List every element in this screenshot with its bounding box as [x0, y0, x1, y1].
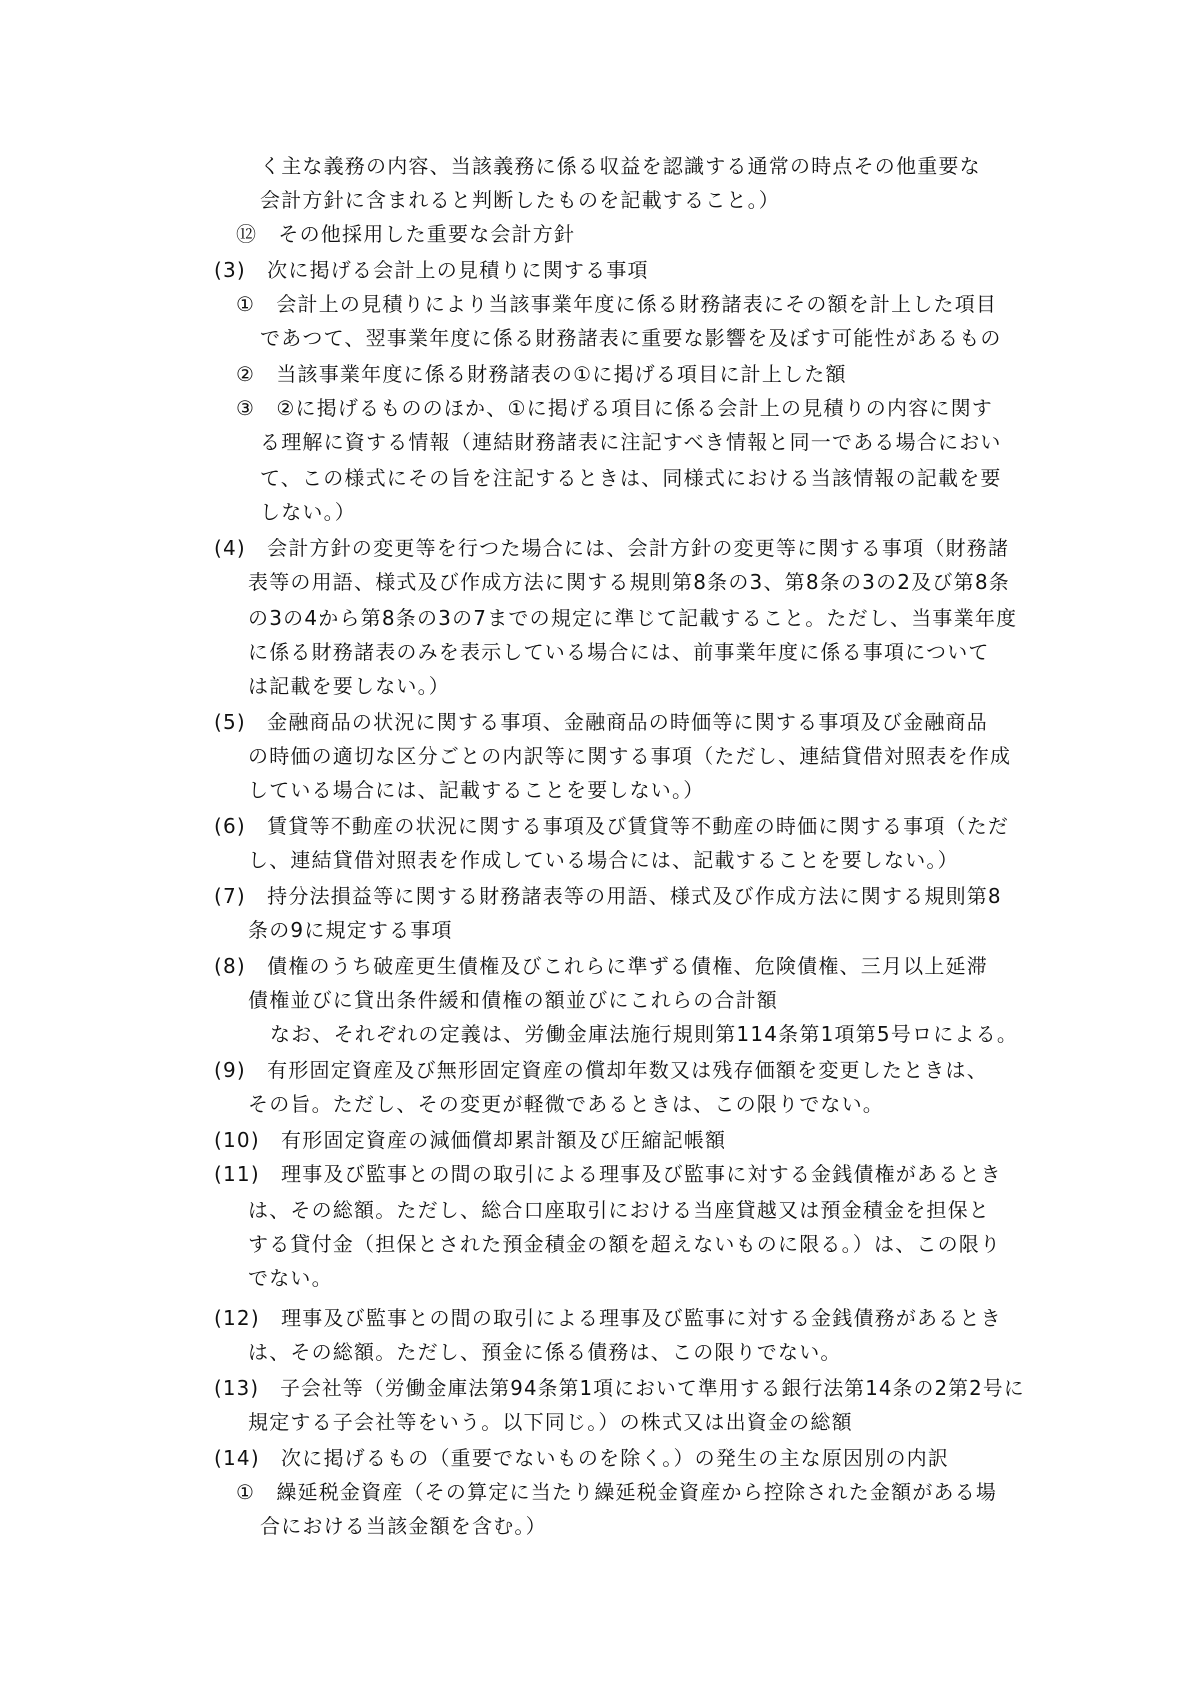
- text-line: し、連結貸借対照表を作成している場合には、記載することを要しない。）: [248, 848, 959, 872]
- text-line: (10) 有形固定資産の減価償却累計額及び圧縮記帳額: [214, 1128, 727, 1152]
- text-line: (8) 債権のうち破産更生債権及びこれらに準ずる債権、危険債権、三月以上延滞: [214, 954, 988, 978]
- text-line: の3の4から第8条の3の7までの規定に準じて記載すること。ただし、当事業年度: [248, 606, 1018, 630]
- text-line: しない。）: [260, 500, 356, 524]
- text-line: 債権並びに貸出条件緩和債権の額並びにこれらの合計額: [248, 988, 778, 1012]
- text-line: る理解に資する情報（連結財務諸表に注記すべき情報と同一である場合におい: [260, 430, 1002, 454]
- text-line: なお、それぞれの定義は、労働金庫法施行規則第114条第1項第5号ロによる。: [270, 1022, 1019, 1046]
- text-line: 会計方針に含まれると判断したものを記載すること。）: [260, 188, 780, 212]
- text-line: 規定する子会社等をいう。以下同じ。）の株式又は出資金の総額: [248, 1410, 853, 1434]
- text-line: する貸付金（担保とされた預金積金の額を超えないものに限る。）は、この限り: [248, 1232, 1002, 1256]
- text-line: (14) 次に掲げるもの（重要でないものを除く。）の発生の主な原因別の内訳: [214, 1446, 950, 1470]
- text-line: (4) 会計方針の変更等を行つた場合には、会計方針の変更等に関する事項（財務諸: [214, 536, 1010, 560]
- text-line: の時価の適切な区分ごとの内訳等に関する事項（ただし、連結貸借対照表を作成: [248, 744, 1012, 768]
- text-line: 合における当該金額を含む。）: [260, 1514, 547, 1538]
- text-line: (5) 金融商品の状況に関する事項、金融商品の時価等に関する事項及び金融商品: [214, 710, 988, 734]
- text-line: (11) 理事及び監事との間の取引による理事及び監事に対する金銭債権があるとき: [214, 1162, 1002, 1186]
- text-line: (3) 次に掲げる会計上の見積りに関する事項: [214, 258, 649, 282]
- text-line: (12) 理事及び監事との間の取引による理事及び監事に対する金銭債務があるとき: [214, 1306, 1002, 1330]
- text-line: く主な義務の内容、当該義務に係る収益を認識する通常の時点その他重要な: [260, 154, 981, 178]
- text-line: (6) 賃貸等不動産の状況に関する事項及び賃貸等不動産の時価に関する事項（ただ: [214, 814, 1010, 838]
- text-line: その旨。ただし、その変更が軽微であるときは、この限りでない。: [248, 1092, 884, 1116]
- text-line: 条の9に規定する事項: [248, 918, 453, 942]
- text-line: ② 当該事業年度に係る財務諸表の①に掲げる項目に計上した額: [236, 362, 847, 386]
- text-line: ① 繰延税金資産（その算定に当たり繰延税金資産から控除された金額がある場: [236, 1480, 998, 1504]
- text-line: は、その総額。ただし、総合口座取引における当座貸越又は預金積金を担保と: [248, 1198, 990, 1222]
- text-line: ⑫ その他採用した重要な会計方針: [236, 222, 576, 246]
- text-line: に係る財務諸表のみを表示している場合には、前事業年度に係る事項について: [248, 640, 990, 664]
- text-line: (13) 子会社等（労働金庫法第94条第1項において準用する銀行法第14条の2第2号に: [214, 1376, 1025, 1400]
- text-line: している場合には、記載することを要しない。）: [248, 778, 705, 802]
- text-line: ① 会計上の見積りにより当該事業年度に係る財務諸表にその額を計上した項目: [236, 292, 998, 316]
- text-line: でない。: [248, 1266, 333, 1290]
- text-line: て、この様式にその旨を注記するときは、同様式における当該情報の記載を要: [260, 466, 1002, 490]
- text-line: 表等の用語、様式及び作成方法に関する規則第8条の3、第8条の3の2及び第8条: [248, 570, 1010, 594]
- text-line: であつて、翌事業年度に係る財務諸表に重要な影響を及ぼす可能性があるもの: [260, 326, 1002, 350]
- text-line: は記載を要しない。）: [248, 674, 450, 698]
- text-line: (7) 持分法損益等に関する財務諸表等の用語、様式及び作成方法に関する規則第8: [214, 884, 1002, 908]
- text-line: は、その総額。ただし、預金に係る債務は、この限りでない。: [248, 1340, 842, 1364]
- text-line: (9) 有形固定資産及び無形固定資産の償却年数又は残存価額を変更したときは、: [214, 1058, 988, 1082]
- text-line: ③ ②に掲げるもののほか、①に掲げる項目に係る会計上の見積りの内容に関す: [236, 396, 993, 420]
